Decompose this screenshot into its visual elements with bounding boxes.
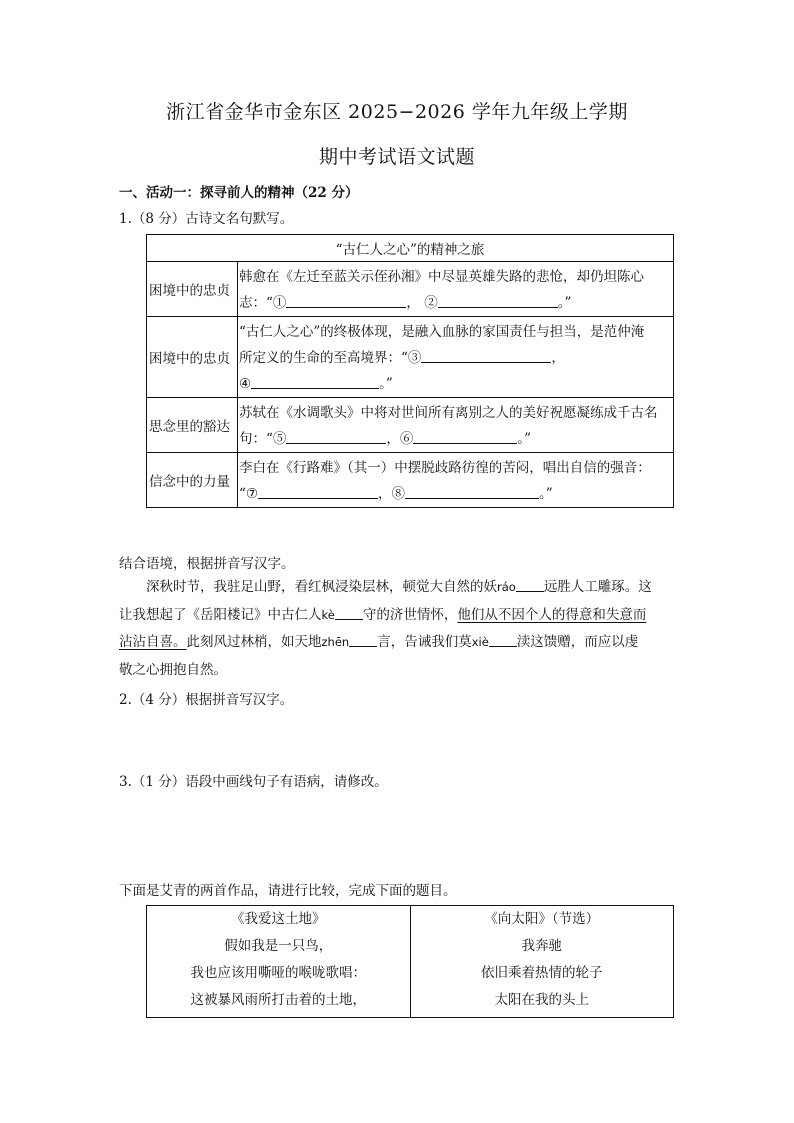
answer-line: ④ 。” [239,376,393,392]
poem-line: 这被暴风雨所打击着的土地， [190,992,366,1008]
poem-right [410,906,674,1018]
poem-left [147,906,411,1018]
row-text: 李白在《行路难》（其一）中摆脱歧路彷徨的苦闷，唱出自信的强音： [239,460,651,476]
blank-2[interactable] [438,295,558,308]
blank-1[interactable] [286,295,406,308]
poem-line: 我也应该用嘶哑的喉咙歌唱： [190,965,366,981]
row-label: 信念中的力量 [147,453,238,508]
answer-line: 所定义的生命的至高境界：“③ ， [239,350,565,366]
question-1: 1.（8 分）古诗文名句默写。 [119,211,294,227]
blank-6[interactable] [413,431,517,444]
blank-4[interactable] [251,376,379,389]
poetry-recitation-table [146,234,674,508]
blank-8[interactable] [405,486,539,499]
section-heading: 一、活动一：探寻前人的精神（22 分） [119,185,359,201]
row-text: “古仁人之心”的终极体现，是融入血脉的家国责任与担当，是范仲淹 [239,324,645,340]
blank-7[interactable] [258,486,378,499]
poem-line: 假如我是一只鸟， [224,938,333,954]
poem-right-title: 《向太阳》（节选） [484,911,600,927]
row-content [238,317,674,398]
blank-5[interactable] [286,431,386,444]
row-label: 思念里的豁达 [147,398,238,453]
row-text: 韩愈在《左迁至蓝关示侄孙湘》中尽显英雄失路的悲怆，却仍坦陈心 [239,269,644,285]
poem-line: 太阳在我的头上 [494,992,589,1008]
poem-intro: 下面是艾青的两首作品，请进行比较，完成下面的题目。 [119,883,457,899]
exam-title-line2: 期中考试语文试题 [318,146,475,168]
row-label: 困境中的忠贞 [147,262,238,317]
table-row [147,317,674,398]
pinyin-blank-4[interactable] [489,634,517,647]
pinyin-1: ráo [497,580,516,594]
underlined-sentence: 他们从不因个人的得意和失意而 [457,606,647,623]
pinyin-blank-3[interactable] [349,634,377,647]
row-label: 困境中的忠贞 [147,317,238,398]
table-row [147,262,674,317]
poem-left-title: 《我爱这土地》 [231,911,326,927]
row-content [238,453,674,508]
exam-title-line1: 浙江省金华市金东区 2025−2026 学年九年级上学期 [166,101,628,123]
pinyin-4: xiè [471,635,489,649]
pinyin-blank-2[interactable] [335,607,363,620]
poem-line: 我奔驰 [521,938,562,954]
row-content [238,398,674,453]
poem-line: 依旧乘着热情的轮子 [481,965,603,981]
table-row [147,453,674,508]
poem-comparison-table [146,905,674,1018]
answer-line: 句：“⑤ ，⑥ 。” [239,431,532,447]
row-text: 苏轼在《水调歌头》中将对世间所有离别之人的美好祝愿凝练成千古名 [239,405,658,421]
blank-3[interactable] [421,350,551,363]
question-3: 3.（1 分）语段中画线句子有语病，请修改。 [119,774,388,790]
pinyin-2: kè [321,607,335,622]
pinyin-blank-1[interactable] [516,579,544,592]
underlined-sentence-end: 沾沾自喜。 [119,634,187,650]
context-intro: 结合语境，根据拼音写汉字。 [119,556,295,572]
pinyin-3: zhēn [321,635,350,649]
table-header: “古仁人之心”的精神之旅 [147,235,674,262]
row-content [238,262,674,317]
answer-line: 志：“① ， ② 。” [239,295,572,311]
table-row [147,398,674,453]
answer-line: “⑦ ，⑧ 。” [239,486,553,502]
question-2: 2.（4 分）根据拼音写汉字。 [119,692,294,708]
context-passage: 深秋时节，我驻足山野，看红枫浸染层林，顿觉大自然的妖ráo 远胜人工雕琢。这 让我想起了《岳阳楼记》中古仁人kè 守的济世情怀，他们从不因个人的得意和失意而 沾沾自喜。此刻风过林梢，如天地zhēn 言，告诫我们莫xiè 渎这馈赠，而应以虔 敬之心拥抱自然。 [119,579,652,678]
